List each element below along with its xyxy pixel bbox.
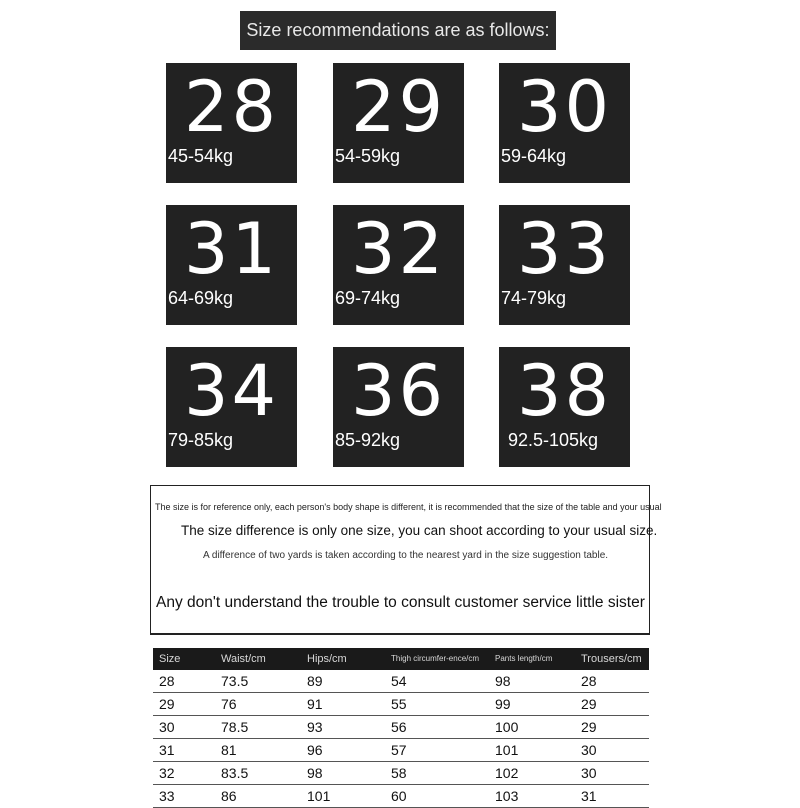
note-customer-service-text: Any don't understand the trouble to consult customer service little sister <box>156 594 645 611</box>
table-cell: 76 <box>221 693 307 716</box>
size-tile <box>166 347 297 467</box>
table-row <box>153 739 649 762</box>
size-tile <box>499 347 630 467</box>
table-cell: 29 <box>581 693 649 716</box>
tile-weight-range: 59-64kg <box>501 146 567 166</box>
tile-weight-range: 54-59kg <box>335 146 401 166</box>
table-cell: 30 <box>153 716 221 739</box>
tile-weight-range: 79-85kg <box>168 430 234 450</box>
table-cell: 32 <box>153 762 221 785</box>
tile-size-number: 31 <box>183 208 280 290</box>
column-header-waist: Waist/cm <box>221 648 307 670</box>
table-row <box>153 762 649 785</box>
size-tile <box>499 205 630 325</box>
table-cell: 98 <box>307 762 391 785</box>
table-cell: 28 <box>153 670 221 693</box>
tile-size-number: 30 <box>516 66 613 148</box>
table-cell: 54 <box>391 670 495 693</box>
size-tile <box>333 205 464 325</box>
tile-size-number: 38 <box>516 350 613 432</box>
table-cell: 29 <box>153 693 221 716</box>
table-cell: 30 <box>581 739 649 762</box>
size-tile <box>499 63 630 183</box>
column-header-size: Size <box>153 648 221 670</box>
table-cell: 98 <box>495 670 581 693</box>
tile-weight-range: 85-92kg <box>335 430 401 450</box>
table-row <box>153 693 649 716</box>
size-tile <box>333 347 464 467</box>
table-row <box>153 785 649 808</box>
table-cell: 78.5 <box>221 716 307 739</box>
size-notes-box <box>150 485 662 635</box>
table-cell: 83.5 <box>221 762 307 785</box>
table-cell: 31 <box>153 739 221 762</box>
size-chart-table <box>153 648 649 808</box>
table-cell: 73.5 <box>221 670 307 693</box>
table-cell: 101 <box>307 785 391 808</box>
note-reference-text: The size is for reference only, each person's body shape is different, it is recommended that the size of the table and your usual <box>155 502 662 512</box>
tile-weight-range: 74-79kg <box>501 288 567 308</box>
table-cell: 101 <box>495 739 581 762</box>
table-cell: 96 <box>307 739 391 762</box>
table-cell: 81 <box>221 739 307 762</box>
column-header-thigh: Thigh circumfer-ence/cm <box>391 648 495 670</box>
table-cell: 33 <box>153 785 221 808</box>
table-cell: 93 <box>307 716 391 739</box>
size-tile <box>166 205 297 325</box>
table-cell: 60 <box>391 785 495 808</box>
tile-weight-range: 45-54kg <box>168 146 234 166</box>
tile-size-number: 28 <box>183 66 280 148</box>
tile-size-number: 34 <box>183 350 280 432</box>
table-row <box>153 670 649 693</box>
column-header-hips: Hips/cm <box>307 648 391 670</box>
table-cell: 55 <box>391 693 495 716</box>
table-cell: 28 <box>581 670 649 693</box>
tile-size-number: 33 <box>516 208 613 290</box>
page-title: Size recommendations are as follows: <box>240 11 556 50</box>
table-cell: 56 <box>391 716 495 739</box>
column-header-pants-length: Pants length/cm <box>495 648 581 670</box>
table-cell: 100 <box>495 716 581 739</box>
table-cell: 31 <box>581 785 649 808</box>
table-cell: 102 <box>495 762 581 785</box>
table-cell: 57 <box>391 739 495 762</box>
table-cell: 89 <box>307 670 391 693</box>
table-cell: 91 <box>307 693 391 716</box>
tile-weight-range: 64-69kg <box>168 288 234 308</box>
tile-weight-range: 92.5-105kg <box>508 430 599 450</box>
table-cell: 30 <box>581 762 649 785</box>
tile-weight-range: 69-74kg <box>335 288 401 308</box>
tile-size-number: 32 <box>350 208 447 290</box>
table-header-row <box>153 648 649 670</box>
size-tile <box>333 63 464 183</box>
tile-size-number: 36 <box>350 350 447 432</box>
note-size-difference-text: The size difference is only one size, you can shoot according to your usual size. <box>181 523 658 538</box>
size-tile <box>166 63 297 183</box>
table-cell: 58 <box>391 762 495 785</box>
note-two-yards-text: A difference of two yards is taken according to the nearest yard in the size suggestion table. <box>203 550 609 561</box>
table-cell: 29 <box>581 716 649 739</box>
tile-size-number: 29 <box>350 66 447 148</box>
column-header-trousers: Trousers/cm <box>581 648 649 670</box>
table-cell: 103 <box>495 785 581 808</box>
table-cell: 86 <box>221 785 307 808</box>
table-cell: 99 <box>495 693 581 716</box>
table-row <box>153 716 649 739</box>
